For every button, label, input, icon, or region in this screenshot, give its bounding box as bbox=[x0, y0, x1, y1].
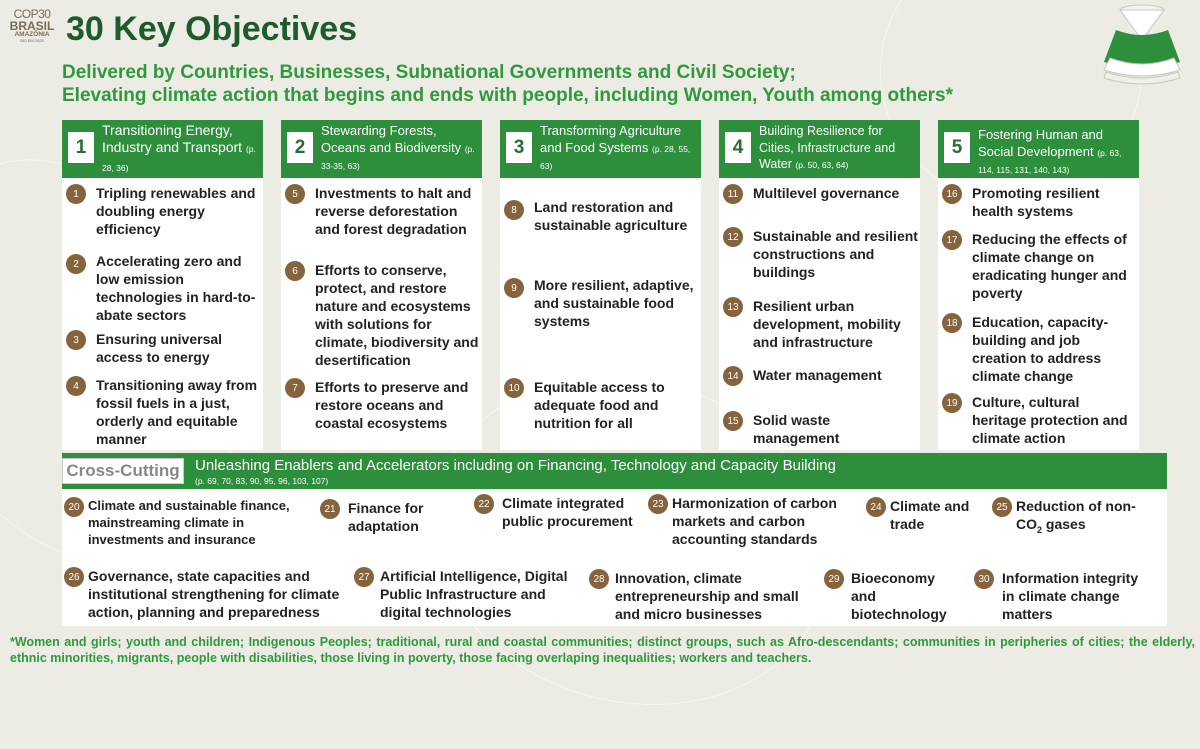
objective-number: 21 bbox=[320, 499, 340, 519]
objective-number: 4 bbox=[66, 376, 86, 396]
column-title: Stewarding Forests, Oceans and Biodiversity (p. 33-35, 63) bbox=[321, 123, 475, 171]
page-refs: (p. 28, 55, 63) bbox=[540, 143, 691, 171]
column-number: 3 bbox=[506, 132, 532, 163]
cross-cutting-label: Cross-Cutting bbox=[62, 458, 184, 484]
objective-number: 2 bbox=[66, 254, 86, 274]
objective-number: 16 bbox=[942, 184, 962, 204]
objective-number: 3 bbox=[66, 330, 86, 350]
objective-number: 28 bbox=[589, 569, 609, 589]
objective-number: 20 bbox=[64, 497, 84, 517]
column-header bbox=[62, 120, 263, 178]
objective-number: 9 bbox=[504, 278, 524, 298]
objective-number: 19 bbox=[942, 393, 962, 413]
page-refs: (p. 28, 36) bbox=[102, 144, 256, 173]
objective-number: 15 bbox=[723, 411, 743, 431]
cross-cutting-bar bbox=[62, 453, 1167, 489]
objective-number: 29 bbox=[824, 569, 844, 589]
objective-column-2: 2 Stewarding Forests, Oceans and Biodiversity (p. 33-35, 63) 5 Investments to halt and reverse deforestation and forest degradation 6 Efforts to conserve, protect, and restore nature and ecosystems with solutions for climate, biodiversity and desertification 7 Efforts to preserve and restore oceans and coastal ecosystems bbox=[281, 120, 482, 450]
objective-number: 10 bbox=[504, 378, 524, 398]
column-header bbox=[938, 120, 1139, 178]
objective-number: 23 bbox=[648, 494, 668, 514]
column-title: Fostering Human and Social Development (p. 63, 114, 115, 131, 140, 143) bbox=[978, 127, 1122, 175]
cop30-logo: COP30 BRASIL AMAZÔNIA BELÉM 2025 bbox=[9, 7, 55, 43]
objective-number: 13 bbox=[723, 297, 743, 317]
objective-number: 22 bbox=[474, 494, 494, 514]
cross-cutting-title: Unleashing Enablers and Accelerators including on Financing, Technology and Capacity Building bbox=[195, 457, 836, 474]
objective-number: 1 bbox=[66, 184, 86, 204]
column-title: Building Resilience for Cities, Infrastructure and Water (p. 50, 63, 64) bbox=[759, 124, 896, 171]
objective-number: 27 bbox=[354, 567, 374, 587]
objective-text-non-co2: Reduction of non-$CO_2$ gases bbox=[1016, 498, 1136, 535]
objective-number: 17 bbox=[942, 230, 962, 250]
page-refs: (p. 50, 63, 64) bbox=[795, 160, 849, 170]
page-title: 30 Key Objectives bbox=[66, 10, 358, 48]
objective-number: 18 bbox=[942, 313, 962, 333]
cop30-emblem-icon bbox=[1102, 0, 1182, 86]
objective-number: 8 bbox=[504, 200, 524, 220]
objective-number: 25 bbox=[992, 497, 1012, 517]
subtitle-line-2: Elevating climate action that begins and ends with people, including Women, Youth among others* bbox=[62, 85, 953, 106]
cross-cutting-panel: 20 Climate and sustainable finance, mainstreaming climate in investments and insurance 21 Finance for adaptation 22 Climate integrated public procurement 23 Harmonization of carbon markets and carbon accounting standards 24 Climate and trade 25 Reduction of non-$CO_2$ gases 26 Governance, state capacities and institutional strengthening for climate action, planning and preparedness 27 Artificial Intelligence, Digital Public Infrastructure and digital technologies 28 Innovation, climate entrepreneurship and small and micro businesses 29 Bioeconomy and biotechnology 30 Information integrity in climate change matters bbox=[62, 489, 1167, 626]
column-header bbox=[719, 120, 920, 178]
objective-number: 7 bbox=[285, 378, 305, 398]
footnote: *Women and girls; youth and children; Indigenous Peoples; traditional, rural and coastal communities; distinct groups, such as Afro-descendants; communities in peripheries of cities; the elderly, ethnic minorities, migrants, people with disabilities, those living in poverty, those facing overlaping inequalities; workers and teachers. bbox=[10, 635, 1195, 665]
column-number: 5 bbox=[944, 132, 970, 163]
column-header bbox=[500, 120, 701, 178]
column-number: 2 bbox=[287, 132, 313, 163]
column-title: Transitioning Energy, Industry and Transport (p. 28, 36) bbox=[102, 122, 256, 173]
objective-number: 14 bbox=[723, 366, 743, 386]
objective-number: 5 bbox=[285, 184, 305, 204]
objective-number: 11 bbox=[723, 184, 743, 204]
objective-column-5: 5 Fostering Human and Social Development (p. 63, 114, 115, 131, 140, 143) 16 Promoting resilient health systems 17 Reducing the effects of climate change on eradicating hunger and poverty 18 Education, capacity-building and job creation to address climate change 19 Culture, cultural heritage protection and climate action bbox=[938, 120, 1139, 450]
objective-number: 12 bbox=[723, 227, 743, 247]
objective-number: 24 bbox=[866, 497, 886, 517]
objective-column-1: 1 Transitioning Energy, Industry and Transport (p. 28, 36) 1 Tripling renewables and doubling energy efficiency 2 Accelerating zero and low emission technologies in hard-to-abate sectors 3 Ensuring universal access to energy 4 Transitioning away from fossil fuels in a just, orderly and equitable manner bbox=[62, 120, 263, 450]
page-refs: (p. 63, 114, 115, 131, 140, 143) bbox=[978, 147, 1122, 175]
objective-number: 26 bbox=[64, 567, 84, 587]
objective-number: 6 bbox=[285, 261, 305, 281]
column-number: 4 bbox=[725, 132, 751, 163]
column-number: 1 bbox=[68, 132, 94, 163]
page-refs: (p. 69, 70, 83, 90, 95, 96, 103, 107) bbox=[195, 476, 329, 486]
column-title: Transforming Agriculture and Food Systems (p. 28, 55, 63) bbox=[540, 123, 691, 171]
objective-column-4: 4 Building Resilience for Cities, Infrastructure and Water (p. 50, 63, 64) 11 Multilevel governance 12 Sustainable and resilient constructions and buildings 13 Resilient urban development, mobility and infrastructure 14 Water management 15 Solid waste management bbox=[719, 120, 920, 450]
objective-number: 30 bbox=[974, 569, 994, 589]
objective-column-3: 3 Transforming Agriculture and Food Systems (p. 28, 55, 63) 8 Land restoration and sustainable agriculture 9 More resilient, adaptive, and sustainable food systems 10 Equitable access to adequate food and nutrition for all bbox=[500, 120, 701, 450]
subtitle-line-1: Delivered by Countries, Businesses, Subnational Governments and Civil Society; bbox=[62, 62, 796, 83]
page-refs: (p. 33-35, 63) bbox=[321, 143, 475, 171]
column-header bbox=[281, 120, 482, 178]
